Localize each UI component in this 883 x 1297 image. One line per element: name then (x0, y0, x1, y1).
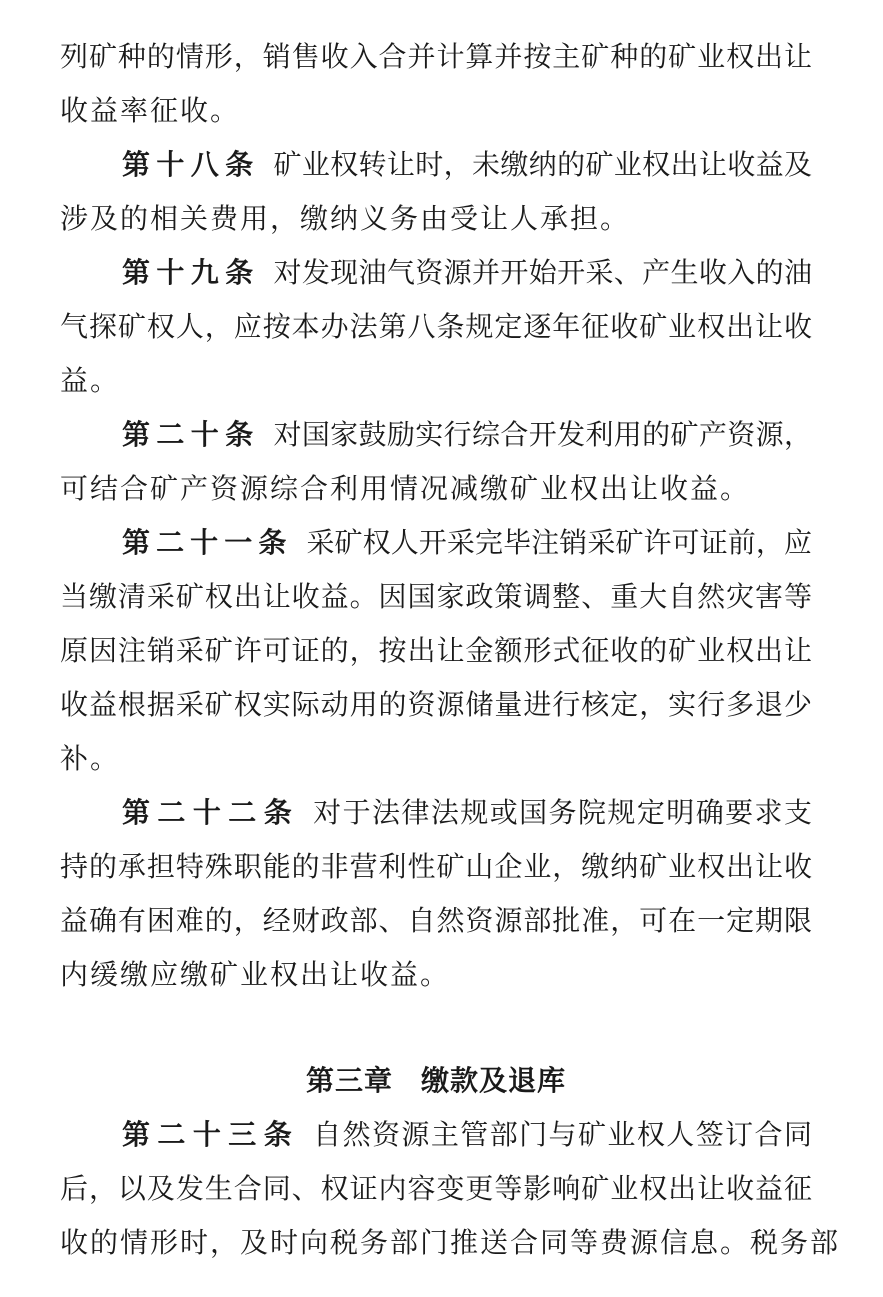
article-paragraph (60, 138, 812, 246)
text-line (60, 246, 812, 300)
article-number: 第二十二条 (122, 796, 300, 829)
articles-after-chapter (60, 1108, 841, 1270)
text-line (60, 840, 812, 894)
article-paragraph (60, 516, 812, 786)
line-text: 可结合矿产资源综合利用情况减缴矿业权出让收益。 (60, 472, 751, 505)
line-text: 持的承担特殊职能的非营利性矿山企业，缴纳矿业权出让收 (60, 850, 812, 883)
line-text: 原因注销采矿许可证的，按出让金额形式征收的矿业权出让 (60, 634, 812, 667)
line-text: 对于法律法规或国务院规定明确要求支 (313, 796, 812, 829)
text-line (60, 732, 812, 786)
article-number: 第二十条 (122, 418, 260, 451)
text-line (60, 1216, 841, 1270)
article-number: 第二十三条 (122, 1118, 300, 1151)
line-text: 对国家鼓励实行综合开发利用的矿产资源， (273, 418, 812, 451)
chapter-spacer (60, 1002, 812, 1054)
text-line (60, 354, 812, 408)
line-text: 列矿种的情形，销售收入合并计算并按主矿种的矿业权出让 (60, 40, 812, 73)
text-line (60, 624, 812, 678)
text-line (60, 786, 812, 840)
text-line (60, 516, 812, 570)
line-text: 收益根据采矿权实际动用的资源储量进行核定，实行多退少 (60, 688, 812, 721)
article-paragraph (60, 408, 812, 516)
line-text: 自然资源主管部门与矿业权人签订合同 (313, 1118, 812, 1151)
line-text: 涉及的相关费用，缴纳义务由受让人承担。 (60, 202, 631, 235)
text-line (60, 462, 812, 516)
text-line (60, 138, 812, 192)
text-line (60, 1108, 812, 1162)
chapter-heading (60, 1054, 812, 1108)
article-number: 第十八条 (122, 148, 260, 181)
line-text: 补。 (60, 742, 121, 775)
chapter-number: 第三章 (305, 1064, 393, 1097)
article-number: 第十九条 (122, 256, 260, 289)
text-line (60, 570, 812, 624)
article-paragraph (60, 30, 812, 138)
line-text: 益确有困难的，经财政部、自然资源部批准，可在一定期限 (60, 904, 812, 937)
text-line (60, 30, 812, 84)
line-text: 矿业权转让时，未缴纳的矿业权出让收益及 (273, 148, 812, 181)
text-line (60, 948, 812, 1002)
text-line (60, 192, 812, 246)
text-line (60, 894, 812, 948)
text-line (60, 408, 812, 462)
line-text: 对发现油气资源并开始开采、产生收入的油 (273, 256, 812, 289)
line-text: 收的情形时，及时向税务部门推送合同等费源信息。税务部 (60, 1226, 841, 1259)
line-text: 采矿权人开采完毕注销采矿许可证前，应 (306, 526, 812, 559)
text-line (60, 300, 812, 354)
line-text: 后，以及发生合同、权证内容变更等影响矿业权出让收益征 (60, 1172, 812, 1205)
line-text: 内缓缴应缴矿业权出让收益。 (60, 958, 451, 991)
article-paragraph (60, 786, 812, 1002)
articles-before-chapter (60, 30, 812, 1002)
article-paragraph (60, 246, 812, 408)
line-text: 收益率征收。 (60, 94, 241, 127)
line-text: 当缴清采矿权出让收益。因国家政策调整、重大自然灾害等 (60, 580, 812, 613)
document-page (60, 30, 841, 1270)
article-paragraph (60, 1108, 841, 1270)
article-number: 第二十一条 (122, 526, 293, 559)
text-line (60, 1162, 812, 1216)
chapter-title: 缴款及退库 (421, 1064, 567, 1097)
text-line (60, 84, 812, 138)
text-line (60, 678, 812, 732)
line-text: 益。 (60, 364, 121, 397)
line-text: 气探矿权人，应按本办法第八条规定逐年征收矿业权出让收 (60, 310, 812, 343)
